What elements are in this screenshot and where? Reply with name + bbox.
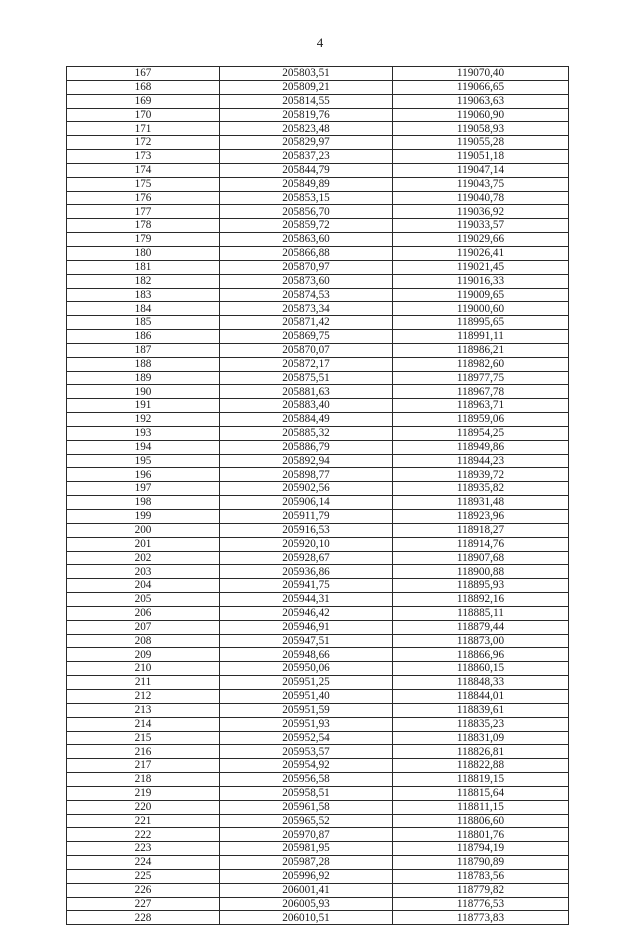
x-coordinate-cell: 205951,40 [220, 689, 393, 703]
x-coordinate-cell: 205898,77 [220, 468, 393, 482]
table-row [67, 565, 569, 579]
point-number-cell: 184 [67, 302, 220, 316]
table-row [67, 593, 569, 607]
point-number-cell: 195 [67, 454, 220, 468]
point-number-cell: 202 [67, 551, 220, 565]
y-coordinate-cell: 118848,33 [393, 676, 569, 690]
point-number-cell: 225 [67, 869, 220, 883]
y-coordinate-cell: 118939,72 [393, 468, 569, 482]
point-number-cell: 227 [67, 897, 220, 911]
point-number-cell: 212 [67, 689, 220, 703]
y-coordinate-cell: 119063,63 [393, 94, 569, 108]
x-coordinate-cell: 205952,54 [220, 731, 393, 745]
point-number-cell: 183 [67, 288, 220, 302]
coordinates-table [66, 66, 569, 925]
point-number-cell: 210 [67, 662, 220, 676]
table-row [67, 357, 569, 371]
point-number-cell: 172 [67, 136, 220, 150]
point-number-cell: 167 [67, 67, 220, 81]
x-coordinate-cell: 206005,93 [220, 897, 393, 911]
y-coordinate-cell: 119009,65 [393, 288, 569, 302]
x-coordinate-cell: 205883,40 [220, 399, 393, 413]
point-number-cell: 215 [67, 731, 220, 745]
y-coordinate-cell: 119000,60 [393, 302, 569, 316]
y-coordinate-cell: 119026,41 [393, 246, 569, 260]
y-coordinate-cell: 118860,15 [393, 662, 569, 676]
point-number-cell: 219 [67, 786, 220, 800]
y-coordinate-cell: 119043,75 [393, 177, 569, 191]
point-number-cell: 176 [67, 191, 220, 205]
y-coordinate-cell: 118991,11 [393, 330, 569, 344]
table-row [67, 302, 569, 316]
point-number-cell: 204 [67, 579, 220, 593]
x-coordinate-cell: 205823,48 [220, 122, 393, 136]
table-row [67, 246, 569, 260]
point-number-cell: 193 [67, 426, 220, 440]
point-number-cell: 192 [67, 413, 220, 427]
point-number-cell: 171 [67, 122, 220, 136]
y-coordinate-cell: 118826,81 [393, 745, 569, 759]
point-number-cell: 205 [67, 593, 220, 607]
x-coordinate-cell: 205809,21 [220, 80, 393, 94]
table-row [67, 482, 569, 496]
table-row [67, 496, 569, 510]
x-coordinate-cell: 205866,88 [220, 246, 393, 260]
x-coordinate-cell: 206010,51 [220, 911, 393, 925]
table-row [67, 385, 569, 399]
x-coordinate-cell: 205874,53 [220, 288, 393, 302]
point-number-cell: 190 [67, 385, 220, 399]
x-coordinate-cell: 205958,51 [220, 786, 393, 800]
table-row [67, 177, 569, 191]
y-coordinate-cell: 118977,75 [393, 371, 569, 385]
point-number-cell: 208 [67, 634, 220, 648]
y-coordinate-cell: 119066,65 [393, 80, 569, 94]
y-coordinate-cell: 118923,96 [393, 510, 569, 524]
point-number-cell: 228 [67, 911, 220, 925]
y-coordinate-cell: 119058,93 [393, 122, 569, 136]
point-number-cell: 185 [67, 316, 220, 330]
table-row [67, 648, 569, 662]
point-number-cell: 186 [67, 330, 220, 344]
table-row [67, 136, 569, 150]
y-coordinate-cell: 118944,23 [393, 454, 569, 468]
table-row [67, 897, 569, 911]
x-coordinate-cell: 205916,53 [220, 523, 393, 537]
table-row [67, 426, 569, 440]
y-coordinate-cell: 119040,78 [393, 191, 569, 205]
y-coordinate-cell: 118907,68 [393, 551, 569, 565]
y-coordinate-cell: 118900,88 [393, 565, 569, 579]
point-number-cell: 174 [67, 163, 220, 177]
x-coordinate-cell: 205902,56 [220, 482, 393, 496]
table-row [67, 606, 569, 620]
y-coordinate-cell: 119033,57 [393, 219, 569, 233]
x-coordinate-cell: 205953,57 [220, 745, 393, 759]
table-row [67, 150, 569, 164]
y-coordinate-cell: 118954,25 [393, 426, 569, 440]
point-number-cell: 180 [67, 246, 220, 260]
point-number-cell: 206 [67, 606, 220, 620]
table-row [67, 316, 569, 330]
table-row [67, 620, 569, 634]
y-coordinate-cell: 118914,76 [393, 537, 569, 551]
point-number-cell: 173 [67, 150, 220, 164]
point-number-cell: 181 [67, 260, 220, 274]
x-coordinate-cell: 205892,94 [220, 454, 393, 468]
y-coordinate-cell: 118918,27 [393, 523, 569, 537]
x-coordinate-cell: 205819,76 [220, 108, 393, 122]
x-coordinate-cell: 205803,51 [220, 67, 393, 81]
y-coordinate-cell: 118835,23 [393, 717, 569, 731]
x-coordinate-cell: 205987,28 [220, 856, 393, 870]
x-coordinate-cell: 205944,31 [220, 593, 393, 607]
table-row [67, 163, 569, 177]
x-coordinate-cell: 205948,66 [220, 648, 393, 662]
point-number-cell: 203 [67, 565, 220, 579]
x-coordinate-cell: 205981,95 [220, 842, 393, 856]
table-row [67, 233, 569, 247]
point-number-cell: 168 [67, 80, 220, 94]
x-coordinate-cell: 205885,32 [220, 426, 393, 440]
table-row [67, 662, 569, 676]
table-row [67, 288, 569, 302]
table-row [67, 94, 569, 108]
y-coordinate-cell: 119021,45 [393, 260, 569, 274]
table-row [67, 260, 569, 274]
x-coordinate-cell: 205884,49 [220, 413, 393, 427]
y-coordinate-cell: 118866,96 [393, 648, 569, 662]
table-row [67, 371, 569, 385]
y-coordinate-cell: 118783,56 [393, 869, 569, 883]
table-row [67, 883, 569, 897]
table-row [67, 205, 569, 219]
y-coordinate-cell: 118885,11 [393, 606, 569, 620]
coordinates-table-body [67, 67, 569, 925]
table-row [67, 786, 569, 800]
x-coordinate-cell: 205881,63 [220, 385, 393, 399]
table-row [67, 399, 569, 413]
table-row [67, 274, 569, 288]
y-coordinate-cell: 118949,86 [393, 440, 569, 454]
point-number-cell: 218 [67, 773, 220, 787]
point-number-cell: 194 [67, 440, 220, 454]
table-row [67, 717, 569, 731]
y-coordinate-cell: 119060,90 [393, 108, 569, 122]
y-coordinate-cell: 118892,16 [393, 593, 569, 607]
point-number-cell: 226 [67, 883, 220, 897]
y-coordinate-cell: 118986,21 [393, 343, 569, 357]
x-coordinate-cell: 205970,87 [220, 828, 393, 842]
x-coordinate-cell: 205954,92 [220, 759, 393, 773]
point-number-cell: 223 [67, 842, 220, 856]
table-row [67, 80, 569, 94]
table-row [67, 510, 569, 524]
x-coordinate-cell: 205928,67 [220, 551, 393, 565]
y-coordinate-cell: 118806,60 [393, 814, 569, 828]
table-row [67, 343, 569, 357]
x-coordinate-cell: 205856,70 [220, 205, 393, 219]
y-coordinate-cell: 118895,93 [393, 579, 569, 593]
table-row [67, 537, 569, 551]
table-row [67, 869, 569, 883]
x-coordinate-cell: 205951,25 [220, 676, 393, 690]
table-row [67, 800, 569, 814]
x-coordinate-cell: 205965,52 [220, 814, 393, 828]
y-coordinate-cell: 118801,76 [393, 828, 569, 842]
point-number-cell: 207 [67, 620, 220, 634]
x-coordinate-cell: 205941,75 [220, 579, 393, 593]
y-coordinate-cell: 119055,28 [393, 136, 569, 150]
point-number-cell: 213 [67, 703, 220, 717]
point-number-cell: 189 [67, 371, 220, 385]
point-number-cell: 224 [67, 856, 220, 870]
table-row [67, 731, 569, 745]
y-coordinate-cell: 118819,15 [393, 773, 569, 787]
y-coordinate-cell: 118931,48 [393, 496, 569, 510]
x-coordinate-cell: 205837,23 [220, 150, 393, 164]
table-row [67, 108, 569, 122]
table-row [67, 413, 569, 427]
point-number-cell: 177 [67, 205, 220, 219]
point-number-cell: 216 [67, 745, 220, 759]
x-coordinate-cell: 205906,14 [220, 496, 393, 510]
x-coordinate-cell: 205951,59 [220, 703, 393, 717]
table-row [67, 689, 569, 703]
point-number-cell: 214 [67, 717, 220, 731]
x-coordinate-cell: 205849,89 [220, 177, 393, 191]
point-number-cell: 188 [67, 357, 220, 371]
x-coordinate-cell: 205875,51 [220, 371, 393, 385]
y-coordinate-cell: 119070,40 [393, 67, 569, 81]
table-row [67, 828, 569, 842]
y-coordinate-cell: 118831,09 [393, 731, 569, 745]
point-number-cell: 200 [67, 523, 220, 537]
y-coordinate-cell: 119036,92 [393, 205, 569, 219]
table-row [67, 676, 569, 690]
x-coordinate-cell: 205950,06 [220, 662, 393, 676]
x-coordinate-cell: 205853,15 [220, 191, 393, 205]
table-row [67, 454, 569, 468]
x-coordinate-cell: 205961,58 [220, 800, 393, 814]
point-number-cell: 209 [67, 648, 220, 662]
point-number-cell: 221 [67, 814, 220, 828]
point-number-cell: 220 [67, 800, 220, 814]
x-coordinate-cell: 205872,17 [220, 357, 393, 371]
table-row [67, 773, 569, 787]
x-coordinate-cell: 205873,34 [220, 302, 393, 316]
y-coordinate-cell: 118879,44 [393, 620, 569, 634]
y-coordinate-cell: 118935,82 [393, 482, 569, 496]
table-row [67, 856, 569, 870]
y-coordinate-cell: 118959,06 [393, 413, 569, 427]
point-number-cell: 201 [67, 537, 220, 551]
y-coordinate-cell: 118790,89 [393, 856, 569, 870]
point-number-cell: 222 [67, 828, 220, 842]
point-number-cell: 196 [67, 468, 220, 482]
y-coordinate-cell: 118815,64 [393, 786, 569, 800]
table-row [67, 440, 569, 454]
x-coordinate-cell: 205873,60 [220, 274, 393, 288]
table-row [67, 122, 569, 136]
point-number-cell: 199 [67, 510, 220, 524]
table-row [67, 579, 569, 593]
x-coordinate-cell: 205870,97 [220, 260, 393, 274]
table-row [67, 842, 569, 856]
point-number-cell: 198 [67, 496, 220, 510]
x-coordinate-cell: 205869,75 [220, 330, 393, 344]
table-row [67, 911, 569, 925]
x-coordinate-cell: 205859,72 [220, 219, 393, 233]
y-coordinate-cell: 118822,88 [393, 759, 569, 773]
table-row [67, 703, 569, 717]
x-coordinate-cell: 205886,79 [220, 440, 393, 454]
x-coordinate-cell: 205956,58 [220, 773, 393, 787]
table-row [67, 745, 569, 759]
y-coordinate-cell: 118963,71 [393, 399, 569, 413]
y-coordinate-cell: 118811,15 [393, 800, 569, 814]
y-coordinate-cell: 119051,18 [393, 150, 569, 164]
table-row [67, 759, 569, 773]
x-coordinate-cell: 205911,79 [220, 510, 393, 524]
y-coordinate-cell: 118995,65 [393, 316, 569, 330]
point-number-cell: 179 [67, 233, 220, 247]
y-coordinate-cell: 118873,00 [393, 634, 569, 648]
point-number-cell: 175 [67, 177, 220, 191]
x-coordinate-cell: 205871,42 [220, 316, 393, 330]
table-row [67, 551, 569, 565]
x-coordinate-cell: 205814,55 [220, 94, 393, 108]
point-number-cell: 182 [67, 274, 220, 288]
point-number-cell: 191 [67, 399, 220, 413]
y-coordinate-cell: 118779,82 [393, 883, 569, 897]
point-number-cell: 178 [67, 219, 220, 233]
table-row [67, 468, 569, 482]
x-coordinate-cell: 205951,93 [220, 717, 393, 731]
x-coordinate-cell: 205936,86 [220, 565, 393, 579]
table-row [67, 330, 569, 344]
table-row [67, 67, 569, 81]
point-number-cell: 217 [67, 759, 220, 773]
point-number-cell: 197 [67, 482, 220, 496]
point-number-cell: 187 [67, 343, 220, 357]
y-coordinate-cell: 118967,78 [393, 385, 569, 399]
y-coordinate-cell: 118839,61 [393, 703, 569, 717]
point-number-cell: 169 [67, 94, 220, 108]
x-coordinate-cell: 205844,79 [220, 163, 393, 177]
y-coordinate-cell: 119016,33 [393, 274, 569, 288]
table-row [67, 814, 569, 828]
table-row [67, 219, 569, 233]
y-coordinate-cell: 119029,66 [393, 233, 569, 247]
x-coordinate-cell: 205870,07 [220, 343, 393, 357]
y-coordinate-cell: 118773,83 [393, 911, 569, 925]
x-coordinate-cell: 205947,51 [220, 634, 393, 648]
table-row [67, 634, 569, 648]
y-coordinate-cell: 118776,53 [393, 897, 569, 911]
y-coordinate-cell: 118844,01 [393, 689, 569, 703]
x-coordinate-cell: 205946,91 [220, 620, 393, 634]
point-number-cell: 211 [67, 676, 220, 690]
y-coordinate-cell: 118794,19 [393, 842, 569, 856]
x-coordinate-cell: 205829,97 [220, 136, 393, 150]
y-coordinate-cell: 118982,60 [393, 357, 569, 371]
y-coordinate-cell: 119047,14 [393, 163, 569, 177]
x-coordinate-cell: 205946,42 [220, 606, 393, 620]
page-number: 4 [316, 35, 324, 50]
x-coordinate-cell: 205920,10 [220, 537, 393, 551]
point-number-cell: 170 [67, 108, 220, 122]
x-coordinate-cell: 205996,92 [220, 869, 393, 883]
table-row [67, 191, 569, 205]
x-coordinate-cell: 206001,41 [220, 883, 393, 897]
table-row [67, 523, 569, 537]
x-coordinate-cell: 205863,60 [220, 233, 393, 247]
